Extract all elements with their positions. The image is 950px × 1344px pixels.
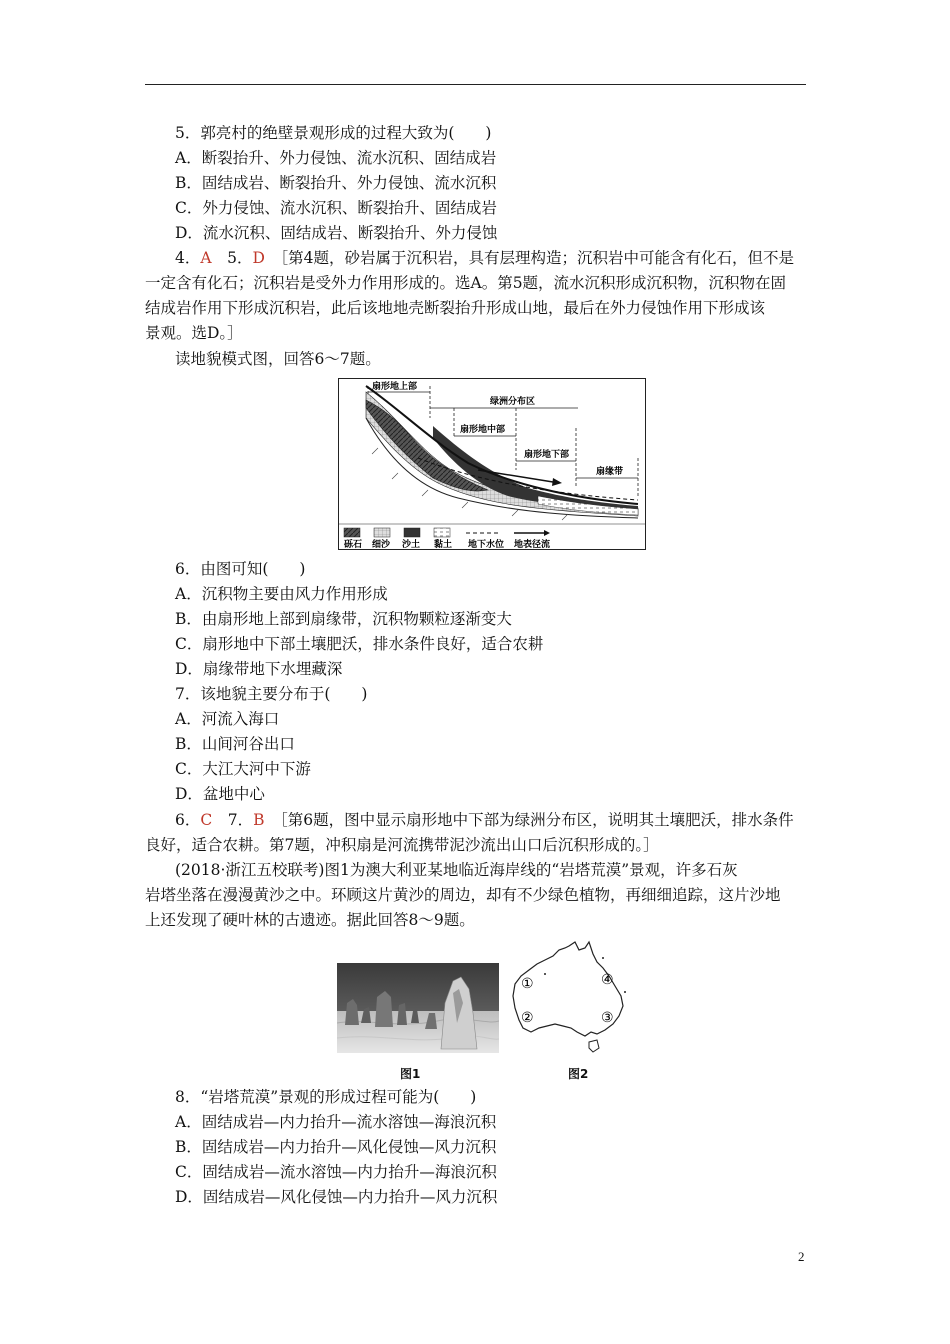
map-marker-2: ② — [521, 1010, 534, 1026]
q7-option-b: B．山间河谷出口 — [175, 735, 295, 753]
map-marker-1: ① — [521, 976, 534, 992]
passage-8-9-line3: 上还发现了硬叶林的古遗迹。据此回答8～9题。 — [145, 911, 475, 929]
answer-4-5-text: ［第4题，砂岩属于沉积岩，具有层理构造；沉积岩中可能含有化石，但不是 — [280, 249, 795, 267]
q5-answer: D — [252, 249, 265, 267]
legend-gravel-label: 砾石 — [344, 540, 363, 550]
q6-stem: 6．由图可知( ) — [175, 560, 306, 578]
q6-option-a: A．沉积物主要由风力作用形成 — [175, 585, 388, 603]
answer-6-7-line1 — [145, 808, 840, 833]
legend-groundwater-label: 地下水位 — [468, 540, 505, 550]
q7-stem: 7．该地貌主要分布于( ) — [175, 685, 368, 703]
q5-option-a: A．断裂抬升、外力侵蚀、流水沉积、固结成岩 — [175, 149, 497, 167]
answer-6-7-line2: 良好，适合农耕。第7题，冲积扇是河流携带泥沙流出山口后沉积形成的。］ — [145, 836, 659, 854]
q5-option-c: C．外力侵蚀、流水沉积、断裂抬升、固结成岩 — [175, 199, 497, 217]
q4-number: 4． — [175, 249, 201, 267]
legend-sand-swatch — [374, 528, 390, 537]
q5-option-b: B．固结成岩、断裂抬升、外力侵蚀、流水沉积 — [175, 174, 497, 192]
figure-2-caption: 图2 — [568, 1067, 589, 1081]
legend-sand-label: 细沙 — [372, 540, 391, 550]
answer-6-7-text: ［第6题，图中显示扇形地中下部为绿洲分布区，说明其土壤肥沃，排水条件 — [280, 811, 794, 829]
zone-fringe-label: 扇缘带 — [596, 467, 624, 477]
q7-option-d: D．盆地中心 — [175, 785, 265, 803]
answer-4-5-line4: 景观。选D。］ — [145, 324, 243, 342]
zone-oasis-label: 绿洲分布区 — [490, 397, 536, 407]
page-number: 2 — [798, 1249, 805, 1264]
q5-number: 5． — [227, 249, 253, 267]
map-marker-3: ③ — [601, 1010, 614, 1026]
map-marker-4: ④ — [601, 972, 614, 988]
pinnacles-desert-photo — [337, 963, 499, 1053]
q6-option-c: C．扇形地中下部土壤肥沃，排水条件良好，适合农耕 — [175, 635, 544, 653]
q6-answer: C — [200, 811, 213, 829]
q6-option-d: D．扇缘带地下水埋藏深 — [175, 660, 343, 678]
q8-option-a: A．固结成岩—内力抬升—流水溶蚀—海浪沉积 — [175, 1113, 497, 1131]
q6-option-b: B．由扇形地上部到扇缘带，沉积物颗粒逐渐变大 — [175, 610, 512, 628]
q8-option-b: B．固结成岩—内力抬升—风化侵蚀—风力沉积 — [175, 1138, 497, 1156]
q4-answer: A — [200, 249, 212, 267]
q5-option-d: D．流水沉积、固结成岩、断裂抬升、外力侵蚀 — [175, 224, 498, 242]
intro-6-7: 读地貌模式图，回答6～7题。 — [175, 350, 381, 368]
q8-option-c: C．固结成岩—流水溶蚀—内力抬升—海浪沉积 — [175, 1163, 497, 1181]
passage-8-9-line1: (2018·浙江五校联考)图1为澳大利亚某地临近海岸线的“岩塔荒漠”景观，许多石灰 — [175, 861, 738, 879]
q7-answer: B — [253, 811, 265, 829]
answer-4-5-line2: 一定含有化石；沉积岩是受外力作用形成的。选A。第5题，流水沉积形成沉积物，沉积物在固 — [145, 274, 787, 292]
legend-runoff-label: 地表径流 — [514, 540, 551, 550]
q6-number: 6． — [175, 811, 201, 829]
passage-8-9-line2: 岩塔坐落在漫漫黄沙之中。环顾这片黄沙的周边，却有不少绿色植物，再细细追踪，这片沙地 — [145, 886, 781, 904]
legend-sandy-soil-label: 沙土 — [402, 540, 421, 550]
zone-middle-label: 扇形地中部 — [460, 425, 506, 435]
answer-4-5-line3: 结成岩作用下形成沉积岩，此后该地地壳断裂抬升形成山地，最后在外力侵蚀作用下形成该 — [145, 299, 766, 317]
legend-gravel-swatch — [344, 528, 360, 537]
legend-sandy-soil-swatch — [404, 528, 420, 537]
australia-outline-map — [505, 938, 633, 1056]
q7-option-a: A．河流入海口 — [175, 710, 280, 728]
zone-upper-label: 扇形地上部 — [372, 382, 418, 392]
legend-clay-swatch — [434, 528, 450, 537]
q8-stem: 8．“岩塔荒漠”景观的形成过程可能为( ) — [175, 1088, 477, 1106]
q7-option-c: C．大江大河中下游 — [175, 760, 311, 778]
answer-4-5-line1 — [145, 246, 840, 271]
legend-clay-label: 黏土 — [434, 540, 453, 550]
q8-option-d: D．固结成岩—风化侵蚀—内力抬升—风力沉积 — [175, 1188, 498, 1206]
header-rule — [145, 84, 806, 85]
zone-lower-label: 扇形地下部 — [524, 450, 570, 460]
q7-number: 7． — [227, 811, 254, 829]
figure-1-caption: 图1 — [400, 1067, 421, 1081]
q5-stem: 5．郭亮村的绝壁景观形成的过程大致为( ) — [175, 124, 492, 142]
alluvial-fan-diagram — [338, 378, 646, 550]
